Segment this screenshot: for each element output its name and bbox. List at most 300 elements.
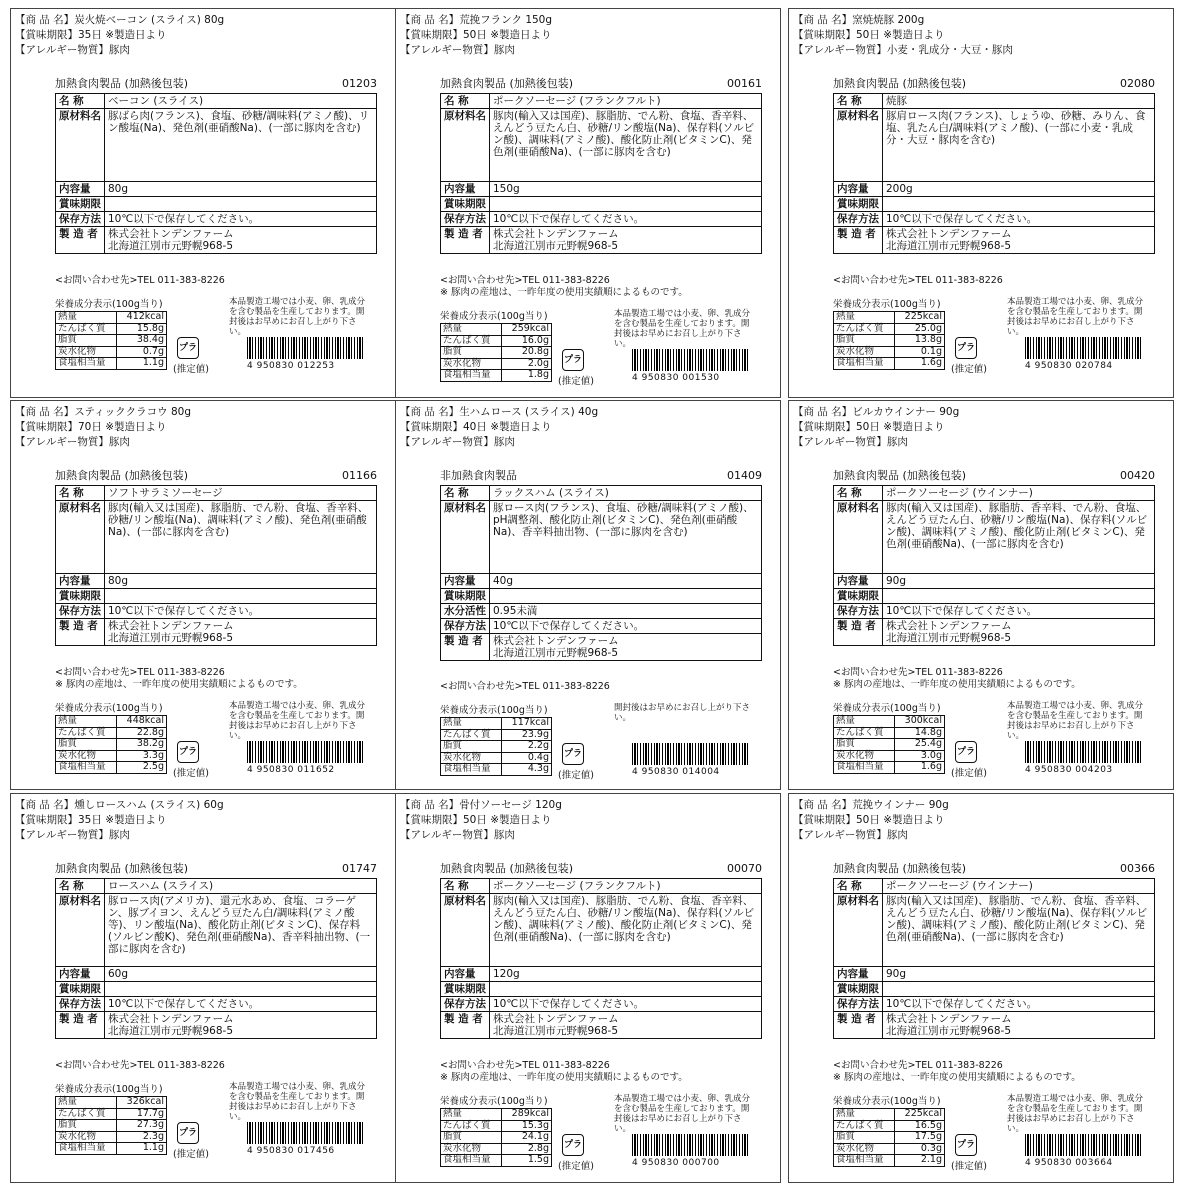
nutrition-value: 1.6g	[895, 358, 945, 370]
nutrition-row	[441, 1143, 552, 1155]
contact-info: <お問い合わせ先>TEL 011-383-8226	[55, 275, 225, 286]
expiry-key: 【賞味期限】	[15, 814, 78, 826]
spec-maker	[56, 1012, 377, 1039]
spec-ingredients-key: 原材料名	[56, 501, 105, 574]
product-name-line	[400, 798, 562, 812]
product-name-key: 【商 品 名】	[793, 799, 853, 811]
spec-name-key: 名 称	[56, 486, 105, 501]
spec-name-key: 名 称	[56, 879, 105, 894]
spec-content-key: 内容量	[56, 574, 105, 589]
spec-expiry	[56, 982, 377, 997]
spec-ingredients-key: 原材料名	[441, 894, 490, 967]
spec-table	[440, 878, 762, 1039]
barcode	[632, 349, 750, 371]
maker-company: 株式会社トンデンファーム	[108, 620, 234, 632]
maker-company: 株式会社トンデンファーム	[108, 228, 234, 240]
spec-maker-value	[883, 1012, 1155, 1039]
product-label-card	[788, 400, 1174, 790]
nutrition-key: 脂質	[834, 739, 895, 751]
nutrition-title: 栄養成分表示(100g当り)	[833, 703, 941, 714]
product-name-value: スティッククラコウ 80g	[74, 406, 192, 418]
spec-storage-value: 10℃以下で保存してください。	[490, 212, 762, 227]
food-label	[55, 77, 377, 377]
expiry-value: 50日 ※製造日より	[856, 421, 945, 433]
nutrition-row	[834, 1143, 945, 1155]
spec-name-key: 名 称	[56, 94, 105, 109]
nutrition-value: 225kcal	[895, 312, 945, 324]
estimated-note: (推定値)	[558, 770, 594, 781]
spec-ingredients	[56, 894, 377, 967]
nutrition-title: 栄養成分表示(100g当り)	[440, 311, 548, 322]
spec-content-value: 80g	[105, 574, 377, 589]
product-name-line	[400, 405, 598, 419]
nutrition-value: 27.3g	[117, 1120, 167, 1132]
contact-info: <お問い合わせ先>TEL 011-383-8226	[440, 681, 610, 692]
nutrition-row	[834, 1120, 945, 1132]
nutrition-row	[441, 1120, 552, 1132]
label-header	[833, 77, 1155, 91]
allergy-value: 豚肉	[493, 436, 515, 448]
nutrition-value: 22.8g	[117, 727, 167, 739]
product-category: 加熱食肉製品 (加熱後包装)	[833, 469, 967, 482]
product-label-card	[10, 400, 396, 790]
product-label-card	[10, 8, 396, 398]
expiry-line	[793, 28, 945, 42]
expiry-line	[400, 813, 552, 827]
nutrition-value: 1.5g	[502, 1155, 552, 1167]
nutrition-row	[441, 1109, 552, 1121]
factory-note: 本品製造工場では小麦、卵、乳成分を含む製品を生産しております。開封後はお早めにお召し上がり下さい。	[229, 297, 366, 337]
spec-expiry	[834, 982, 1155, 997]
barcode	[247, 337, 365, 359]
allergy-value: 豚肉	[493, 44, 515, 56]
nutrition-key: 熱量	[441, 718, 502, 730]
plastic-recycle-icon: プラ	[177, 337, 199, 359]
product-name-key: 【商 品 名】	[793, 406, 853, 418]
spec-content-key: 内容量	[441, 967, 490, 982]
nutrition-title: 栄養成分表示(100g当り)	[440, 705, 548, 716]
spec-maker	[56, 227, 377, 254]
spec-maker	[834, 1012, 1155, 1039]
spec-ingredients-value: 豚肉(輸入又は国産)、豚脂肪、でん粉、食塩、香辛料、えんどう豆たん白、砂糖/リン酸塩(Na)、保存料(ソルビン酸)、調味料(アミノ酸)、酸化防止剤(ビタミンC)、発色剤(亜硝酸Na)、(一部に豚肉を含む)	[490, 109, 762, 182]
expiry-line	[15, 813, 167, 827]
maker-address: 北海道江別市元野幌968-5	[493, 1025, 619, 1037]
contact-info: <お問い合わせ先>TEL 011-383-8226	[833, 1060, 1003, 1071]
nutrition-value: 2.3g	[117, 1131, 167, 1143]
spec-storage-key: 保存方法	[834, 212, 883, 227]
product-name-line	[793, 405, 959, 419]
spec-expiry-value	[105, 982, 377, 997]
spec-name	[834, 879, 1155, 894]
barcode-number: 4 950830 020784	[1025, 361, 1113, 371]
maker-address: 北海道江別市元野幌968-5	[493, 647, 619, 659]
nutrition-value: 20.8g	[502, 347, 552, 359]
spec-expiry-key: 賞味期限	[441, 982, 490, 997]
nutrition-key: 脂質	[441, 741, 502, 753]
spec-expiry	[441, 589, 762, 604]
spec-content	[56, 182, 377, 197]
spec-name-value: ラックスハム (スライス)	[490, 486, 762, 501]
nutrition-key: 脂質	[441, 347, 502, 359]
nutrition-value: 259kcal	[502, 324, 552, 336]
nutrition-row	[56, 1143, 167, 1155]
product-name-key: 【商 品 名】	[15, 406, 75, 418]
nutrition-key: 熱量	[56, 716, 117, 728]
nutrition-value: 2.2g	[502, 741, 552, 753]
product-code: 00070	[727, 862, 762, 875]
product-name-line	[15, 13, 224, 27]
spec-maker-value	[883, 619, 1155, 646]
maker-address: 北海道江別市元野幌968-5	[886, 1025, 1012, 1037]
nutrition-key: 食塩相当量	[56, 762, 117, 774]
factory-note: 本品製造工場では小麦、卵、乳成分を含む製品を生産しております。開封後はお早めにお召し上がり下さい。	[1007, 297, 1144, 337]
origin-note: ※ 豚肉の産地は、一昨年度の使用実績順によるものです。	[833, 1072, 1081, 1083]
nutrition-row	[441, 324, 552, 336]
product-code: 00366	[1120, 862, 1155, 875]
spec-name	[441, 486, 762, 501]
spec-storage-key: 保存方法	[56, 212, 105, 227]
allergy-line	[400, 828, 515, 842]
factory-note: 本品製造工場では小麦、卵、乳成分を含む製品を生産しております。開封後はお早めにお召し上がり下さい。	[229, 701, 366, 741]
nutrition-value: 2.8g	[502, 1143, 552, 1155]
nutrition-row	[834, 762, 945, 774]
factory-note: 開封後はお早めにお召し上がり下さい。	[614, 703, 751, 723]
maker-company: 株式会社トンデンファーム	[493, 228, 619, 240]
nutrition-table	[440, 323, 552, 382]
nutrition-row	[834, 312, 945, 324]
product-label-card	[788, 793, 1174, 1183]
allergy-key: 【アレルギー物質】	[15, 436, 109, 448]
nutrition-value: 38.2g	[117, 739, 167, 751]
nutrition-row	[56, 750, 167, 762]
spec-content	[834, 574, 1155, 589]
spec-content-key: 内容量	[56, 182, 105, 197]
spec-maker-key: 製 造 者	[56, 619, 105, 646]
nutrition-key: 食塩相当量	[834, 1155, 895, 1167]
spec-content-key: 内容量	[834, 967, 883, 982]
expiry-value: 70日 ※製造日より	[78, 421, 167, 433]
nutrition-key: 脂質	[834, 335, 895, 347]
food-label	[55, 469, 377, 779]
spec-maker-value	[105, 1012, 377, 1039]
spec-content	[441, 574, 762, 589]
spec-name-value: ベーコン (スライス)	[105, 94, 377, 109]
product-name-line	[793, 798, 949, 812]
spec-name-value: ポークソーセージ (フランクフルト)	[490, 879, 762, 894]
spec-expiry-key: 賞味期限	[834, 982, 883, 997]
product-name-line	[15, 798, 224, 812]
product-label-card	[10, 793, 396, 1183]
expiry-value: 50日 ※製造日より	[856, 814, 945, 826]
spec-name	[441, 94, 762, 109]
spec-content-value: 120g	[490, 967, 762, 982]
spec-maker-key: 製 造 者	[834, 1012, 883, 1039]
nutrition-key: 食塩相当量	[56, 1143, 117, 1155]
nutrition-value: 4.3g	[502, 764, 552, 776]
spec-name-value: ポークソーセージ (フランクフルト)	[490, 94, 762, 109]
origin-note: ※ 豚肉の産地は、一昨年度の使用実績順によるものです。	[55, 679, 303, 690]
product-name-value: 炭火焼ベーコン (スライス) 80g	[74, 14, 225, 26]
product-code: 00161	[727, 77, 762, 90]
product-category: 加熱食肉製品 (加熱後包装)	[55, 77, 189, 90]
spec-maker-key: 製 造 者	[441, 227, 490, 254]
nutrition-key: 炭水化物	[834, 750, 895, 762]
nutrition-value: 25.4g	[895, 739, 945, 751]
spec-maker-value	[105, 227, 377, 254]
nutrition-value: 1.8g	[502, 370, 552, 382]
contact-info: <お問い合わせ先>TEL 011-383-8226	[833, 667, 1003, 678]
factory-note: 本品製造工場では小麦、卵、乳成分を含む製品を生産しております。開封後はお早めにお召し上がり下さい。	[614, 309, 751, 349]
nutrition-row	[834, 739, 945, 751]
product-code: 02080	[1120, 77, 1155, 90]
nutrition-row	[834, 323, 945, 335]
maker-company: 株式会社トンデンファーム	[886, 1013, 1012, 1025]
product-category: 加熱食肉製品 (加熱後包装)	[440, 77, 574, 90]
allergy-line	[15, 435, 130, 449]
nutrition-key: たんぱく質	[56, 1108, 117, 1120]
nutrition-table	[833, 715, 945, 774]
spec-ingredients	[56, 501, 377, 574]
nutrition-row	[56, 346, 167, 358]
expiry-value: 50日 ※製造日より	[463, 814, 552, 826]
nutrition-key: 脂質	[441, 1132, 502, 1144]
spec-name-key: 名 称	[834, 486, 883, 501]
origin-note: ※ 豚肉の産地は、一昨年度の使用実績順によるものです。	[833, 679, 1081, 690]
product-label-card	[395, 400, 781, 790]
spec-maker-value	[490, 1012, 762, 1039]
spec-maker-value	[105, 619, 377, 646]
nutrition-value: 3.3g	[117, 750, 167, 762]
spec-name-value: ソフトサラミソーセージ	[105, 486, 377, 501]
spec-name-key: 名 称	[441, 879, 490, 894]
nutrition-key: 熱量	[56, 1097, 117, 1109]
allergy-key: 【アレルギー物質】	[15, 829, 109, 841]
spec-storage-key: 保存方法	[441, 212, 490, 227]
nutrition-key: 脂質	[834, 1132, 895, 1144]
spec-name-value: ポークソーセージ (ウインナー)	[883, 486, 1155, 501]
product-name-key: 【商 品 名】	[400, 406, 460, 418]
label-header	[55, 469, 377, 483]
nutrition-key: たんぱく質	[441, 1120, 502, 1132]
spec-storage-key: 保存方法	[834, 997, 883, 1012]
spec-content-key: 内容量	[834, 574, 883, 589]
expiry-value: 35日 ※製造日より	[78, 29, 167, 41]
spec-ingredients-value: 豚肉(輸入又は国産)、豚脂肪、香辛料、でん粉、食塩、えんどう豆たん白、砂糖/リン酸塩(Na)、保存料(ソルビン酸)、調味料(アミノ酸)、酸化防止剤(ビタミンC)、発色剤(亜硝酸Na)、(一部に豚肉を含む)	[883, 501, 1155, 574]
allergy-value: 小麦・乳成分・大豆・豚肉	[886, 44, 1013, 56]
product-category: 加熱食肉製品 (加熱後包装)	[55, 469, 189, 482]
spec-name	[834, 486, 1155, 501]
spec-ingredients-key: 原材料名	[56, 894, 105, 967]
nutrition-row	[56, 323, 167, 335]
nutrition-key: たんぱく質	[441, 729, 502, 741]
contact-info: <お問い合わせ先>TEL 011-383-8226	[833, 275, 1003, 286]
nutrition-row	[834, 1155, 945, 1167]
spec-content-value: 80g	[105, 182, 377, 197]
nutrition-key: 炭水化物	[834, 1143, 895, 1155]
nutrition-row	[441, 764, 552, 776]
spec-ingredients-value: 豚ロース肉(フランス)、食塩、砂糖/調味料(アミノ酸)、pH調整剤、酸化防止剤(ビタミンC)、発色剤(亜硝酸Na)、香辛料抽出物、(一部に豚肉を含む)	[490, 501, 762, 574]
expiry-value: 50日 ※製造日より	[463, 29, 552, 41]
nutrition-key: 炭水化物	[441, 358, 502, 370]
label-header	[55, 862, 377, 876]
nutrition-key: たんぱく質	[56, 727, 117, 739]
nutrition-row	[56, 1120, 167, 1132]
spec-storage-value: 10℃以下で保存してください。	[883, 997, 1155, 1012]
nutrition-row	[56, 716, 167, 728]
spec-ingredients-value: 豚ばら肉(フランス)、食塩、砂糖/調味料(アミノ酸)、リン酸塩(Na)、発色剤(亜硝酸Na)、(一部に豚肉を含む)	[105, 109, 377, 182]
maker-address: 北海道江別市元野幌968-5	[108, 240, 234, 252]
nutrition-value: 15.3g	[502, 1120, 552, 1132]
expiry-key: 【賞味期限】	[793, 421, 856, 433]
spec-storage-key: 保存方法	[441, 997, 490, 1012]
barcode	[247, 741, 365, 763]
contact-info: <お問い合わせ先>TEL 011-383-8226	[55, 1060, 225, 1071]
maker-company: 株式会社トンデンファーム	[493, 635, 619, 647]
spec-storage	[56, 212, 377, 227]
allergy-key: 【アレルギー物質】	[793, 829, 887, 841]
origin-note: ※ 豚肉の産地は、一昨年度の使用実績順によるものです。	[440, 287, 688, 298]
spec-ingredients-value: 豚肉(輸入又は国産)、豚脂肪、でん粉、食塩、香辛料、砂糖/リン酸塩(Na)、調味料(アミノ酸)、発色剤(亜硝酸Na)、(一部に豚肉を含む)	[105, 501, 377, 574]
label-header	[440, 469, 762, 483]
nutrition-table	[55, 1096, 167, 1155]
nutrition-row	[56, 762, 167, 774]
nutrition-row	[834, 335, 945, 347]
plastic-recycle-icon: プラ	[955, 337, 977, 359]
spec-maker-key: 製 造 者	[834, 619, 883, 646]
nutrition-key: 炭水化物	[56, 1131, 117, 1143]
maker-company: 株式会社トンデンファーム	[886, 620, 1012, 632]
product-name-value: 窯焼焼豚 200g	[852, 14, 925, 26]
nutrition-value: 0.3g	[895, 1143, 945, 1155]
spec-ingredients-key: 原材料名	[834, 501, 883, 574]
estimated-note: (推定値)	[951, 364, 987, 375]
spec-ingredients-key: 原材料名	[834, 109, 883, 182]
expiry-key: 【賞味期限】	[400, 814, 463, 826]
barcode-number: 4 950830 014004	[632, 767, 720, 777]
label-header	[55, 77, 377, 91]
spec-ingredients	[56, 109, 377, 182]
nutrition-row	[56, 1097, 167, 1109]
factory-note: 本品製造工場では小麦、卵、乳成分を含む製品を生産しております。開封後はお早めにお召し上がり下さい。	[614, 1094, 751, 1134]
nutrition-value: 2.0g	[502, 358, 552, 370]
nutrition-key: 食塩相当量	[441, 370, 502, 382]
expiry-line	[400, 28, 552, 42]
nutrition-table	[55, 715, 167, 774]
spec-expiry-key: 賞味期限	[834, 589, 883, 604]
nutrition-value: 16.5g	[895, 1120, 945, 1132]
spec-table	[55, 485, 377, 646]
nutrition-row	[441, 741, 552, 753]
nutrition-value: 0.1g	[895, 346, 945, 358]
barcode-number: 4 950830 004203	[1025, 765, 1113, 775]
spec-maker	[441, 1012, 762, 1039]
nutrition-key: 熱量	[56, 312, 117, 324]
nutrition-row	[834, 358, 945, 370]
spec-content-key: 内容量	[56, 967, 105, 982]
spec-expiry	[834, 589, 1155, 604]
nutrition-value: 300kcal	[895, 716, 945, 728]
maker-address: 北海道江別市元野幌968-5	[886, 632, 1012, 644]
spec-name-key: 名 称	[834, 879, 883, 894]
barcode	[1025, 741, 1143, 763]
product-code: 01166	[342, 469, 377, 482]
nutrition-row	[834, 727, 945, 739]
spec-name	[56, 486, 377, 501]
expiry-key: 【賞味期限】	[400, 29, 463, 41]
nutrition-key: 熱量	[441, 1109, 502, 1121]
allergy-value: 豚肉	[493, 829, 515, 841]
spec-table	[440, 485, 762, 661]
nutrition-title: 栄養成分表示(100g当り)	[55, 1084, 163, 1095]
spec-storage-value: 10℃以下で保存してください。	[883, 604, 1155, 619]
contact-info: <お問い合わせ先>TEL 011-383-8226	[440, 1060, 610, 1071]
expiry-value: 35日 ※製造日より	[78, 814, 167, 826]
estimated-note: (推定値)	[558, 1161, 594, 1172]
contact-info: <お問い合わせ先>TEL 011-383-8226	[440, 275, 610, 286]
spec-expiry-key: 賞味期限	[56, 197, 105, 212]
spec-expiry-value	[883, 589, 1155, 604]
nutrition-value: 3.0g	[895, 750, 945, 762]
barcode-number: 4 950830 003664	[1025, 1158, 1113, 1168]
product-name-line	[15, 405, 191, 419]
expiry-key: 【賞味期限】	[793, 814, 856, 826]
spec-expiry-value	[490, 982, 762, 997]
nutrition-title: 栄養成分表示(100g当り)	[55, 703, 163, 714]
nutrition-key: たんぱく質	[834, 727, 895, 739]
product-name-line	[400, 13, 552, 27]
spec-expiry-key: 賞味期限	[441, 197, 490, 212]
product-category: 加熱食肉製品 (加熱後包装)	[55, 862, 189, 875]
spec-ingredients	[441, 109, 762, 182]
food-label	[833, 862, 1155, 1172]
nutrition-key: たんぱく質	[834, 323, 895, 335]
nutrition-key: 熱量	[834, 1109, 895, 1121]
product-name-value: 荒挽フランク 150g	[459, 14, 553, 26]
spec-maker-key: 製 造 者	[441, 1012, 490, 1039]
spec-name-key: 名 称	[441, 486, 490, 501]
allergy-key: 【アレルギー物質】	[400, 829, 494, 841]
estimated-note: (推定値)	[173, 364, 209, 375]
expiry-line	[400, 420, 552, 434]
spec-expiry	[441, 197, 762, 212]
spec-expiry-key: 賞味期限	[441, 589, 490, 604]
spec-storage-value: 10℃以下で保存してください。	[105, 212, 377, 227]
nutrition-row	[56, 335, 167, 347]
allergy-value: 豚肉	[108, 829, 130, 841]
spec-table	[440, 93, 762, 254]
nutrition-value: 16.0g	[502, 335, 552, 347]
nutrition-key: 熱量	[834, 312, 895, 324]
spec-name-key: 名 称	[441, 94, 490, 109]
plastic-recycle-icon: プラ	[955, 741, 977, 763]
barcode	[1025, 337, 1143, 359]
spec-expiry	[834, 197, 1155, 212]
nutrition-title: 栄養成分表示(100g当り)	[833, 299, 941, 310]
spec-content-value: 60g	[105, 967, 377, 982]
nutrition-row	[441, 1155, 552, 1167]
spec-maker-value	[490, 227, 762, 254]
spec-content-key: 内容量	[441, 574, 490, 589]
nutrition-title: 栄養成分表示(100g当り)	[55, 299, 163, 310]
label-header	[833, 862, 1155, 876]
product-name-key: 【商 品 名】	[15, 14, 75, 26]
nutrition-row	[441, 729, 552, 741]
product-name-key: 【商 品 名】	[400, 14, 460, 26]
estimated-note: (推定値)	[951, 768, 987, 779]
nutrition-key: 炭水化物	[441, 752, 502, 764]
allergy-line	[793, 435, 908, 449]
product-name-line	[793, 13, 924, 27]
